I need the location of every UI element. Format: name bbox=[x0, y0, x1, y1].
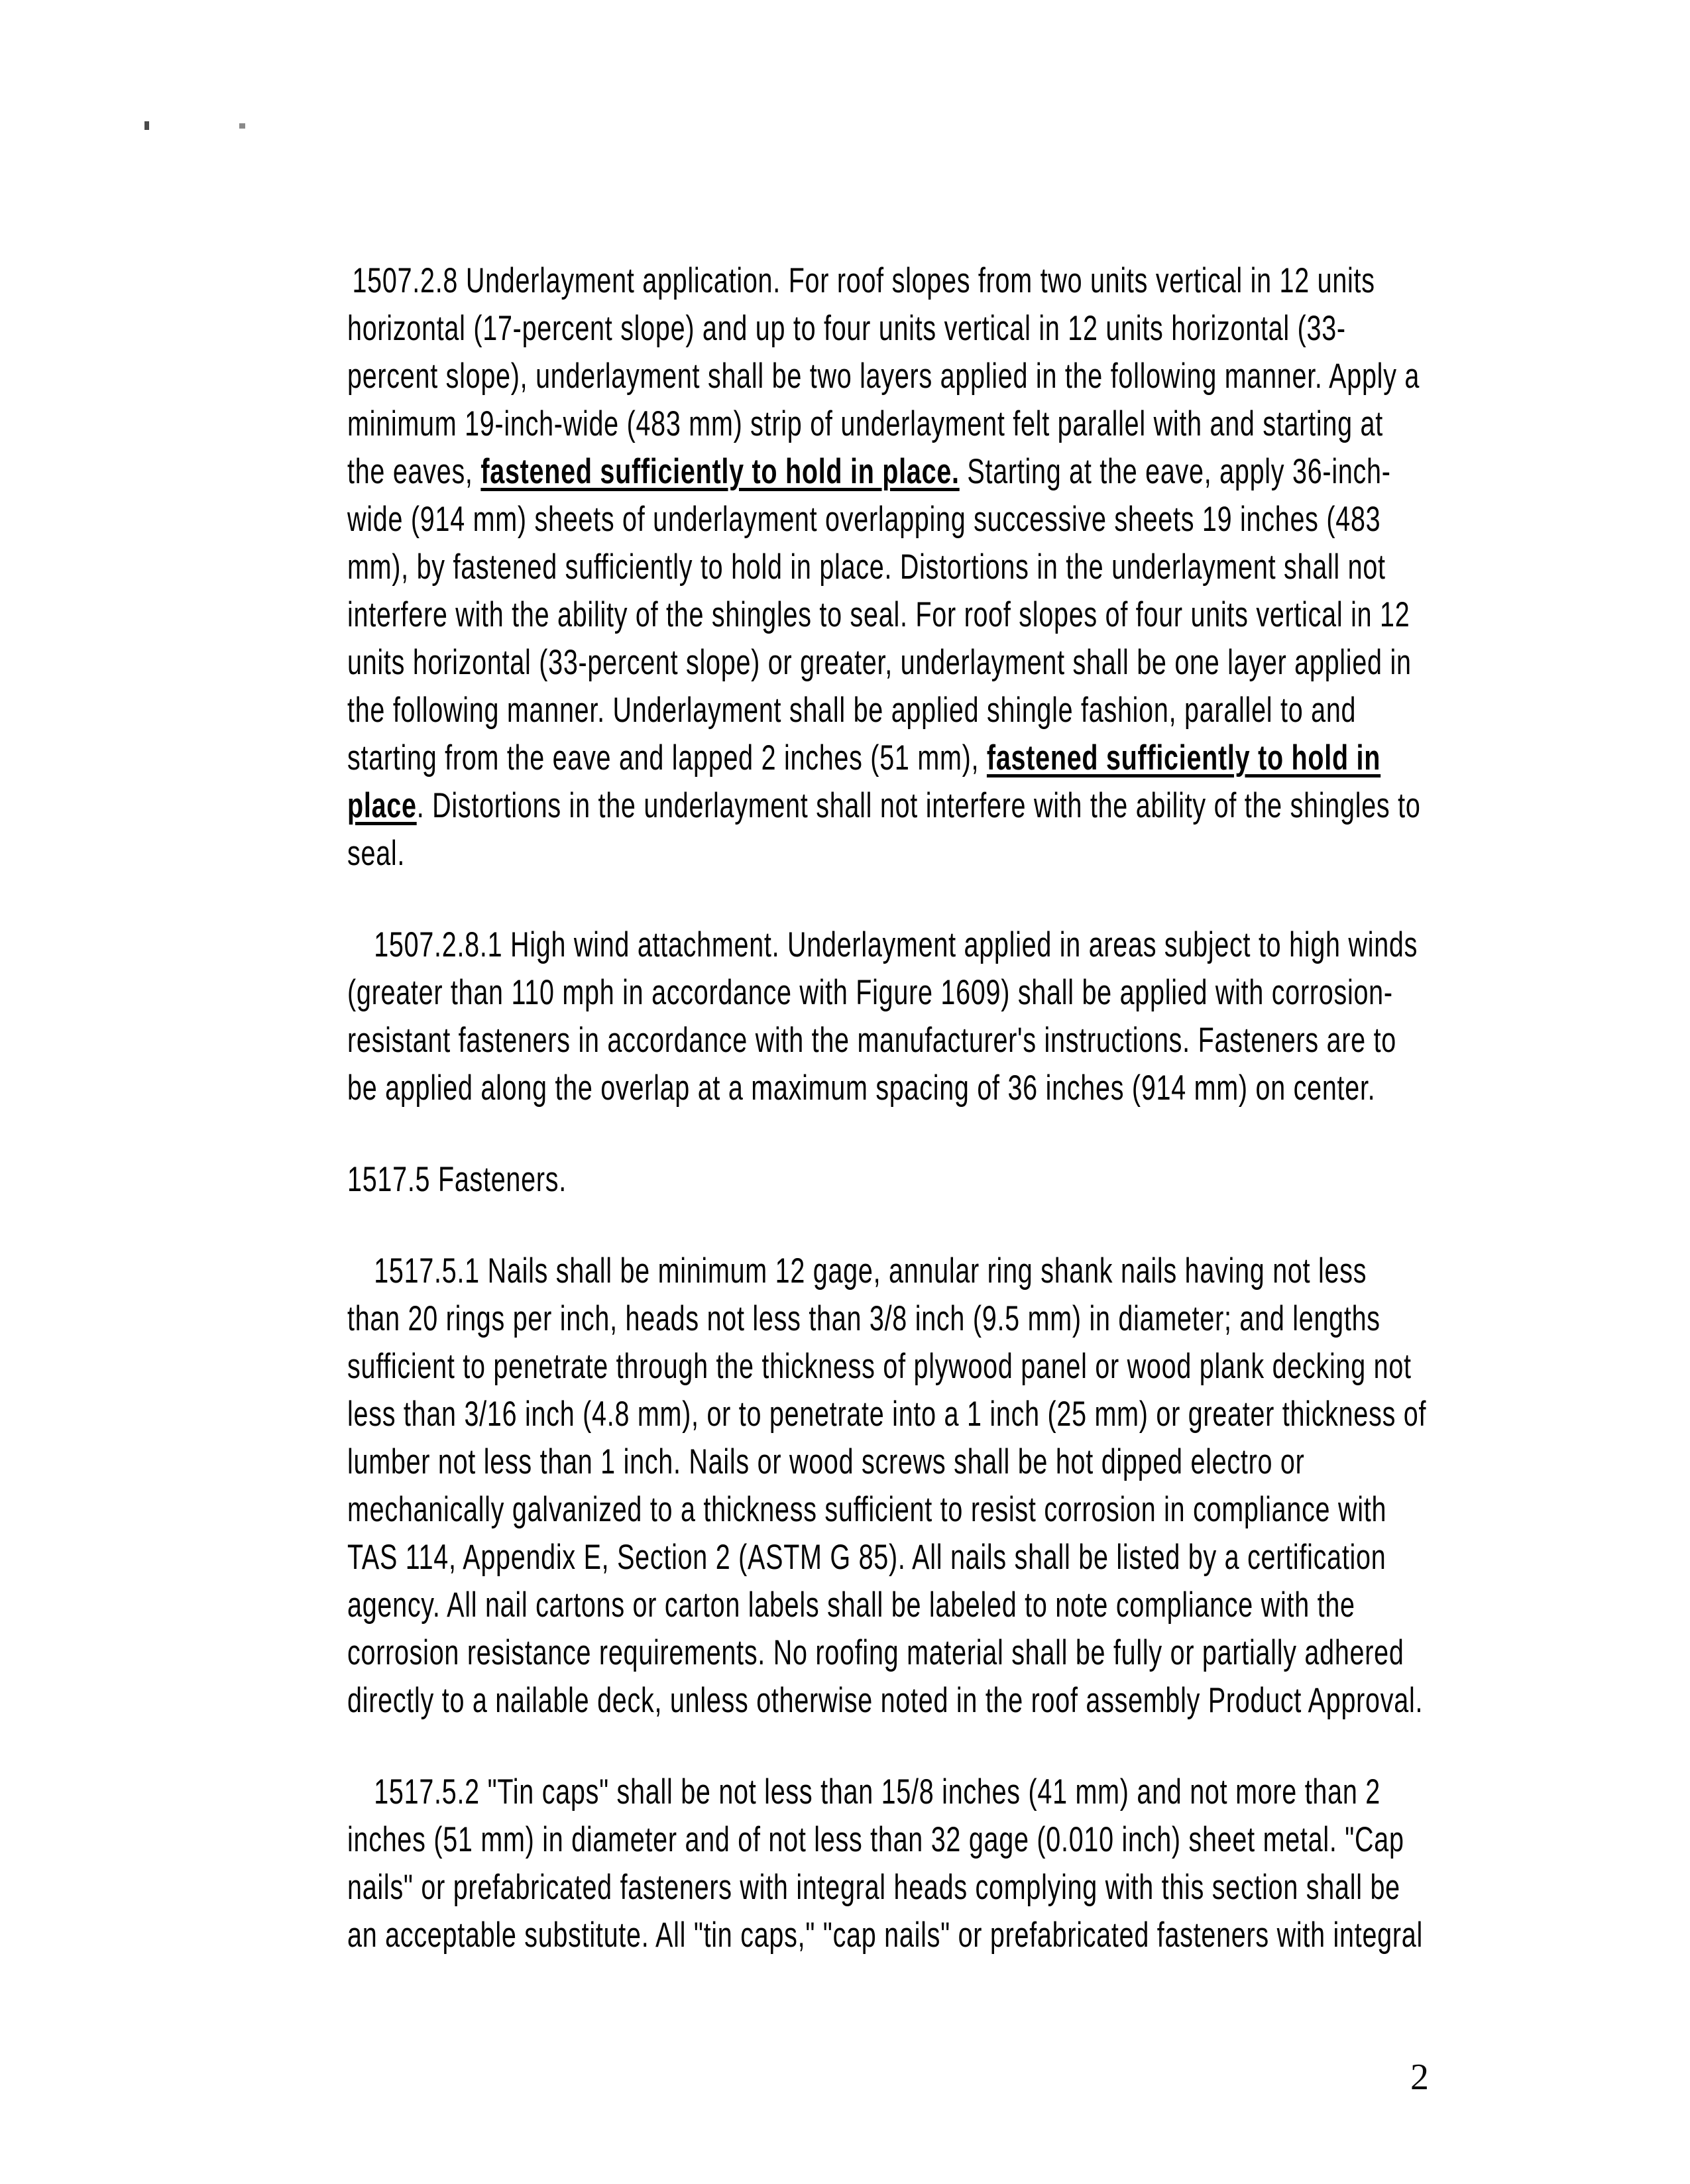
text-line bbox=[347, 1864, 1463, 1912]
text-run: the eaves, bbox=[347, 452, 481, 491]
text-line bbox=[347, 1581, 1463, 1629]
text-line bbox=[347, 1391, 1463, 1438]
paragraph-1507-2-8-1 bbox=[347, 921, 1463, 1112]
text-run: 1517.5.1 Nails shall be minimum 12 gage, annular ring shank nails having not less bbox=[374, 1251, 1367, 1291]
text-line bbox=[347, 830, 1463, 878]
text-run: 1517.5 Fasteners. bbox=[347, 1160, 567, 1199]
text-line bbox=[347, 1156, 1463, 1204]
paragraph-1517-5-2 bbox=[347, 1768, 1463, 1959]
text-run: . Distortions in the underlayment shall not interfere with the ability of the shingles to bbox=[416, 786, 1421, 825]
text-line bbox=[347, 687, 1463, 734]
text-run: be applied along the overlap at a maximum spacing of 36 inches (914 mm) on center. bbox=[347, 1068, 1376, 1108]
text-line bbox=[347, 257, 1463, 305]
text-line bbox=[347, 1017, 1463, 1064]
text-line bbox=[347, 305, 1463, 353]
text-line bbox=[347, 1816, 1463, 1864]
text-line bbox=[347, 1534, 1463, 1581]
text-line bbox=[347, 591, 1463, 639]
text-run: 1507.2.8 Underlayment application. For roof slopes from two units vertical in 12 units bbox=[352, 261, 1375, 300]
text-line bbox=[347, 448, 1463, 496]
emphasized-text: fastened sufficiently to hold in bbox=[986, 738, 1381, 777]
text-run: minimum 19-inch-wide (483 mm) strip of underlayment felt parallel with and starting at bbox=[347, 404, 1383, 443]
text-run: percent slope), underlayment shall be two layers applied in the following manner. Apply a bbox=[347, 357, 1420, 396]
text-line bbox=[347, 1677, 1463, 1725]
text-run: the following manner. Underlayment shall be applied shingle fashion, parallel to and bbox=[347, 691, 1357, 730]
text-run: 1517.5.2 "Tin caps" shall be not less than 15/8 inches (41 mm) and not more than 2 bbox=[374, 1772, 1380, 1811]
text-run: starting from the eave and lapped 2 inches (51 mm), bbox=[347, 738, 987, 777]
text-run: (greater than 110 mph in accordance with Figure 1609) shall be applied with corrosion- bbox=[347, 973, 1393, 1012]
text-line bbox=[347, 353, 1463, 400]
page-number: 2 bbox=[1410, 2057, 1429, 2098]
text-run: units horizontal (33-percent slope) or greater, underlayment shall be one layer applied in bbox=[347, 643, 1412, 682]
text-run: nails" or prefabricated fasteners with integral heads complying with this section shall be bbox=[347, 1868, 1400, 1907]
emphasized-text: place bbox=[347, 786, 417, 825]
text-line bbox=[347, 782, 1463, 830]
text-line bbox=[347, 639, 1463, 687]
paragraph-1517-5-1 bbox=[347, 1247, 1463, 1725]
text-run: than 20 rings per inch, heads not less than 3/8 inch (9.5 mm) in diameter; and lengths bbox=[347, 1299, 1380, 1338]
text-run: inches (51 mm) in diameter and of not less than 32 gage (0.010 inch) sheet metal. "Cap bbox=[347, 1820, 1404, 1859]
document-body bbox=[347, 257, 1463, 1959]
text-run: agency. All nail cartons or carton labels shall be labeled to note compliance with the bbox=[347, 1585, 1355, 1625]
text-run: wide (914 mm) sheets of underlayment overlapping successive sheets 19 inches (483 bbox=[347, 500, 1381, 539]
text-run: resistant fasteners in accordance with the manufacturer's instructions. Fasteners are to bbox=[347, 1021, 1397, 1060]
paragraph-1517-5 bbox=[347, 1156, 1463, 1204]
text-line bbox=[347, 1768, 1463, 1816]
emphasized-text: fastened sufficiently to hold in place. bbox=[480, 452, 960, 491]
text-line bbox=[347, 1486, 1463, 1534]
scan-artifact bbox=[144, 121, 149, 130]
text-run: TAS 114, Appendix E, Section 2 (ASTM G 85). All nails shall be listed by a certification bbox=[347, 1538, 1386, 1577]
text-run: Starting at the eave, apply 36-inch- bbox=[959, 452, 1391, 491]
text-line bbox=[347, 1629, 1463, 1677]
text-line bbox=[347, 1343, 1463, 1391]
text-line bbox=[347, 1064, 1463, 1112]
text-run: mm), by fastened sufficiently to hold in place. Distortions in the underlayment shall not bbox=[347, 547, 1386, 587]
text-line bbox=[347, 544, 1463, 591]
text-line bbox=[347, 1912, 1463, 1959]
text-run: sufficient to penetrate through the thickness of plywood panel or wood plank decking not bbox=[347, 1347, 1412, 1386]
text-run: interfere with the ability of the shingles to seal. For roof slopes of four units vertical in 12 bbox=[347, 595, 1410, 634]
text-run: mechanically galvanized to a thickness sufficient to resist corrosion in compliance with bbox=[347, 1490, 1387, 1529]
text-line bbox=[347, 400, 1463, 448]
text-run: an acceptable substitute. All "tin caps," "cap nails" or prefabricated fasteners with integral bbox=[347, 1916, 1423, 1955]
text-line bbox=[347, 969, 1463, 1017]
text-line bbox=[347, 734, 1463, 782]
text-line bbox=[347, 1438, 1463, 1486]
text-line bbox=[347, 1295, 1463, 1343]
text-run: horizontal (17-percent slope) and up to four units vertical in 12 units horizontal (33- bbox=[347, 309, 1346, 348]
text-run: 1507.2.8.1 High wind attachment. Underlayment applied in areas subject to high winds bbox=[374, 925, 1418, 964]
text-run: directly to a nailable deck, unless otherwise noted in the roof assembly Product Approval. bbox=[347, 1681, 1424, 1720]
text-run: seal. bbox=[347, 834, 406, 873]
text-run: less than 3/16 inch (4.8 mm), or to penetrate into a 1 inch (25 mm) or greater thickness of bbox=[347, 1395, 1427, 1434]
text-line bbox=[347, 921, 1463, 969]
text-run: lumber not less than 1 inch. Nails or wood screws shall be hot dipped electro or bbox=[347, 1442, 1305, 1481]
text-line bbox=[347, 1247, 1463, 1295]
text-line bbox=[347, 496, 1463, 544]
text-run: corrosion resistance requirements. No roofing material shall be fully or partially adhered bbox=[347, 1633, 1404, 1672]
paragraph-1507-2-8 bbox=[347, 257, 1463, 878]
scan-artifact bbox=[239, 123, 245, 129]
